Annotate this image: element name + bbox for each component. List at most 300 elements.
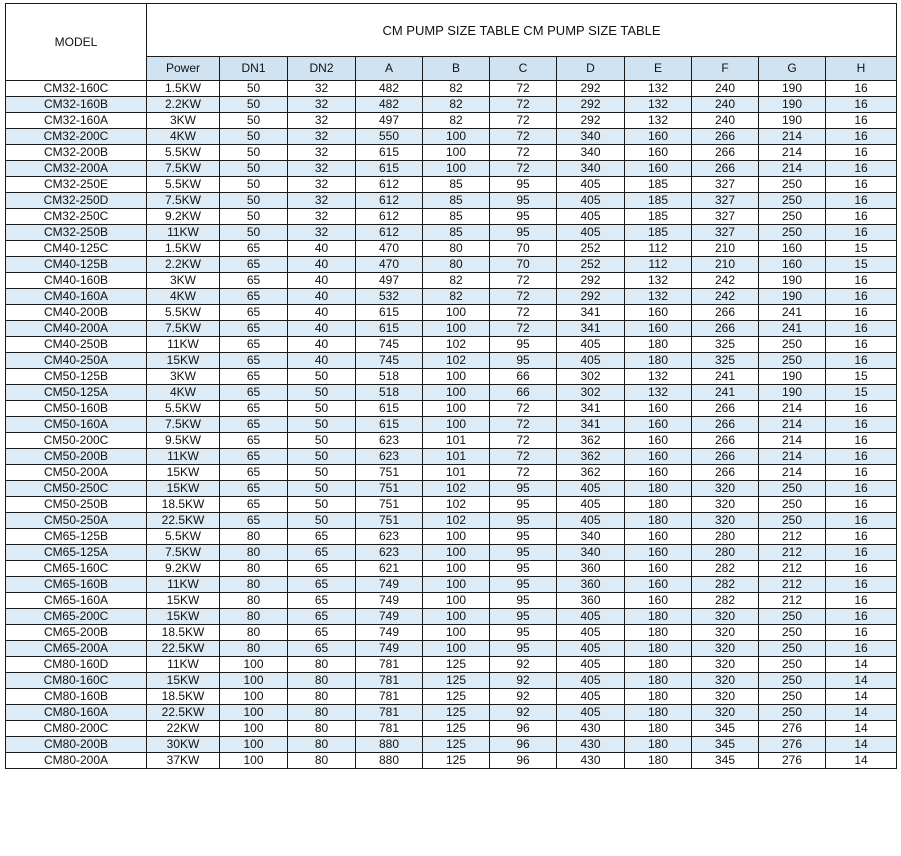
value-cell-power: 7.5KW <box>147 321 220 337</box>
value-cell-d: 302 <box>557 369 625 385</box>
value-cell-e: 160 <box>625 577 692 593</box>
value-cell-e: 112 <box>625 257 692 273</box>
value-cell-f: 282 <box>692 561 759 577</box>
value-cell-b: 102 <box>423 481 490 497</box>
value-cell-a: 482 <box>356 81 423 97</box>
model-cell: CM80-200A <box>6 753 147 769</box>
model-cell: CM40-160B <box>6 273 147 289</box>
model-cell: CM32-200B <box>6 145 147 161</box>
value-cell-c: 95 <box>490 545 557 561</box>
value-cell-d: 405 <box>557 481 625 497</box>
value-cell-h: 16 <box>826 273 897 289</box>
value-cell-g: 160 <box>759 257 826 273</box>
value-cell-dn2: 32 <box>288 177 356 193</box>
value-cell-a: 615 <box>356 321 423 337</box>
value-cell-dn1: 65 <box>220 513 288 529</box>
value-cell-f: 210 <box>692 257 759 273</box>
value-cell-dn1: 80 <box>220 593 288 609</box>
value-cell-f: 320 <box>692 481 759 497</box>
value-cell-b: 100 <box>423 641 490 657</box>
value-cell-a: 745 <box>356 337 423 353</box>
value-cell-dn1: 100 <box>220 737 288 753</box>
value-cell-dn1: 80 <box>220 625 288 641</box>
value-cell-g: 214 <box>759 433 826 449</box>
value-cell-e: 180 <box>625 481 692 497</box>
value-cell-d: 341 <box>557 401 625 417</box>
value-cell-a: 781 <box>356 673 423 689</box>
value-cell-f: 345 <box>692 737 759 753</box>
value-cell-e: 132 <box>625 289 692 305</box>
model-cell: CM80-160A <box>6 705 147 721</box>
value-cell-h: 16 <box>826 465 897 481</box>
value-cell-c: 72 <box>490 273 557 289</box>
value-cell-h: 16 <box>826 321 897 337</box>
table-row <box>6 417 897 433</box>
value-cell-f: 345 <box>692 721 759 737</box>
value-cell-power: 9.2KW <box>147 209 220 225</box>
value-cell-b: 100 <box>423 625 490 641</box>
value-cell-h: 16 <box>826 449 897 465</box>
value-cell-dn2: 80 <box>288 657 356 673</box>
value-cell-c: 72 <box>490 305 557 321</box>
table-row <box>6 657 897 673</box>
value-cell-a: 781 <box>356 705 423 721</box>
value-cell-h: 14 <box>826 753 897 769</box>
value-cell-h: 14 <box>826 689 897 705</box>
value-cell-dn1: 65 <box>220 321 288 337</box>
value-cell-g: 190 <box>759 273 826 289</box>
column-header-b: B <box>423 57 490 81</box>
value-cell-c: 72 <box>490 129 557 145</box>
value-cell-b: 100 <box>423 417 490 433</box>
value-cell-c: 95 <box>490 337 557 353</box>
value-cell-dn2: 40 <box>288 321 356 337</box>
value-cell-power: 5.5KW <box>147 305 220 321</box>
value-cell-b: 125 <box>423 657 490 673</box>
value-cell-g: 190 <box>759 369 826 385</box>
value-cell-c: 92 <box>490 705 557 721</box>
value-cell-dn2: 50 <box>288 449 356 465</box>
value-cell-a: 518 <box>356 385 423 401</box>
value-cell-a: 745 <box>356 353 423 369</box>
value-cell-h: 16 <box>826 577 897 593</box>
model-cell: CM32-160B <box>6 97 147 113</box>
value-cell-a: 749 <box>356 577 423 593</box>
value-cell-f: 320 <box>692 657 759 673</box>
value-cell-c: 72 <box>490 401 557 417</box>
value-cell-e: 160 <box>625 417 692 433</box>
value-cell-b: 80 <box>423 241 490 257</box>
value-cell-h: 16 <box>826 625 897 641</box>
value-cell-dn2: 32 <box>288 193 356 209</box>
value-cell-h: 16 <box>826 497 897 513</box>
column-header-dn2: DN2 <box>288 57 356 81</box>
value-cell-e: 180 <box>625 337 692 353</box>
model-cell: CM80-160C <box>6 673 147 689</box>
column-header-h: H <box>826 57 897 81</box>
value-cell-dn1: 50 <box>220 81 288 97</box>
value-cell-a: 623 <box>356 529 423 545</box>
value-cell-b: 85 <box>423 209 490 225</box>
value-cell-dn1: 80 <box>220 577 288 593</box>
model-cell: CM40-160A <box>6 289 147 305</box>
column-header-g: G <box>759 57 826 81</box>
value-cell-b: 85 <box>423 193 490 209</box>
model-cell: CM80-160B <box>6 689 147 705</box>
value-cell-dn1: 80 <box>220 561 288 577</box>
value-cell-f: 266 <box>692 321 759 337</box>
value-cell-g: 250 <box>759 177 826 193</box>
value-cell-power: 37KW <box>147 753 220 769</box>
model-cell: CM65-200A <box>6 641 147 657</box>
value-cell-c: 72 <box>490 465 557 481</box>
value-cell-d: 430 <box>557 753 625 769</box>
value-cell-e: 185 <box>625 193 692 209</box>
value-cell-e: 180 <box>625 353 692 369</box>
value-cell-dn2: 50 <box>288 465 356 481</box>
value-cell-f: 327 <box>692 225 759 241</box>
model-cell: CM80-160D <box>6 657 147 673</box>
value-cell-e: 180 <box>625 513 692 529</box>
value-cell-dn1: 65 <box>220 433 288 449</box>
model-cell: CM50-160B <box>6 401 147 417</box>
value-cell-dn2: 65 <box>288 577 356 593</box>
value-cell-f: 242 <box>692 273 759 289</box>
value-cell-h: 16 <box>826 225 897 241</box>
value-cell-g: 250 <box>759 209 826 225</box>
value-cell-dn1: 50 <box>220 177 288 193</box>
value-cell-a: 612 <box>356 177 423 193</box>
value-cell-b: 82 <box>423 81 490 97</box>
value-cell-f: 320 <box>692 705 759 721</box>
table-row <box>6 145 897 161</box>
value-cell-dn2: 50 <box>288 417 356 433</box>
value-cell-dn1: 65 <box>220 257 288 273</box>
value-cell-power: 2.2KW <box>147 257 220 273</box>
value-cell-a: 781 <box>356 657 423 673</box>
value-cell-dn2: 80 <box>288 721 356 737</box>
model-cell: CM65-160A <box>6 593 147 609</box>
value-cell-e: 180 <box>625 609 692 625</box>
value-cell-dn1: 50 <box>220 129 288 145</box>
model-cell: CM40-200A <box>6 321 147 337</box>
table-title: CM PUMP SIZE TABLE CM PUMP SIZE TABLE <box>147 4 897 57</box>
value-cell-e: 160 <box>625 433 692 449</box>
value-cell-g: 212 <box>759 577 826 593</box>
model-cell: CM65-200B <box>6 625 147 641</box>
value-cell-g: 250 <box>759 673 826 689</box>
table-row <box>6 305 897 321</box>
value-cell-g: 212 <box>759 561 826 577</box>
table-row <box>6 353 897 369</box>
value-cell-g: 250 <box>759 609 826 625</box>
value-cell-dn2: 32 <box>288 161 356 177</box>
value-cell-e: 132 <box>625 81 692 97</box>
model-cell: CM65-160C <box>6 561 147 577</box>
value-cell-e: 132 <box>625 385 692 401</box>
value-cell-power: 7.5KW <box>147 417 220 433</box>
value-cell-b: 100 <box>423 129 490 145</box>
model-cell: CM50-250A <box>6 513 147 529</box>
value-cell-f: 280 <box>692 545 759 561</box>
value-cell-c: 66 <box>490 385 557 401</box>
model-cell: CM50-200C <box>6 433 147 449</box>
value-cell-dn2: 80 <box>288 689 356 705</box>
value-cell-d: 360 <box>557 561 625 577</box>
value-cell-b: 80 <box>423 257 490 273</box>
table-row <box>6 209 897 225</box>
value-cell-f: 210 <box>692 241 759 257</box>
value-cell-d: 405 <box>557 625 625 641</box>
value-cell-g: 190 <box>759 81 826 97</box>
value-cell-c: 95 <box>490 193 557 209</box>
value-cell-d: 405 <box>557 225 625 241</box>
value-cell-f: 266 <box>692 433 759 449</box>
table-row <box>6 337 897 353</box>
value-cell-b: 100 <box>423 561 490 577</box>
value-cell-f: 327 <box>692 177 759 193</box>
value-cell-dn1: 50 <box>220 225 288 241</box>
value-cell-g: 250 <box>759 193 826 209</box>
value-cell-c: 96 <box>490 753 557 769</box>
value-cell-f: 242 <box>692 289 759 305</box>
value-cell-e: 160 <box>625 145 692 161</box>
value-cell-dn1: 65 <box>220 289 288 305</box>
value-cell-h: 16 <box>826 193 897 209</box>
value-cell-b: 100 <box>423 321 490 337</box>
value-cell-power: 4KW <box>147 289 220 305</box>
value-cell-g: 160 <box>759 241 826 257</box>
value-cell-f: 320 <box>692 689 759 705</box>
value-cell-a: 612 <box>356 209 423 225</box>
value-cell-dn2: 50 <box>288 513 356 529</box>
value-cell-f: 327 <box>692 193 759 209</box>
value-cell-power: 5.5KW <box>147 401 220 417</box>
value-cell-b: 100 <box>423 593 490 609</box>
value-cell-a: 470 <box>356 257 423 273</box>
value-cell-d: 360 <box>557 593 625 609</box>
value-cell-b: 101 <box>423 433 490 449</box>
value-cell-h: 16 <box>826 561 897 577</box>
value-cell-a: 749 <box>356 641 423 657</box>
value-cell-b: 125 <box>423 753 490 769</box>
value-cell-dn1: 50 <box>220 193 288 209</box>
model-cell: CM80-200C <box>6 721 147 737</box>
table-row <box>6 81 897 97</box>
column-header-dn1: DN1 <box>220 57 288 81</box>
model-cell: CM40-125C <box>6 241 147 257</box>
value-cell-g: 214 <box>759 465 826 481</box>
value-cell-f: 266 <box>692 401 759 417</box>
value-cell-f: 325 <box>692 337 759 353</box>
table-row <box>6 257 897 273</box>
value-cell-b: 125 <box>423 737 490 753</box>
table-row <box>6 737 897 753</box>
value-cell-b: 125 <box>423 673 490 689</box>
value-cell-g: 212 <box>759 593 826 609</box>
value-cell-g: 241 <box>759 305 826 321</box>
value-cell-f: 266 <box>692 161 759 177</box>
table-row <box>6 433 897 449</box>
value-cell-dn2: 50 <box>288 385 356 401</box>
value-cell-a: 751 <box>356 465 423 481</box>
value-cell-power: 15KW <box>147 609 220 625</box>
value-cell-dn2: 80 <box>288 753 356 769</box>
value-cell-f: 240 <box>692 97 759 113</box>
value-cell-power: 4KW <box>147 129 220 145</box>
value-cell-d: 302 <box>557 385 625 401</box>
value-cell-dn1: 65 <box>220 369 288 385</box>
value-cell-e: 180 <box>625 657 692 673</box>
value-cell-g: 250 <box>759 641 826 657</box>
value-cell-dn2: 40 <box>288 241 356 257</box>
value-cell-a: 751 <box>356 513 423 529</box>
value-cell-dn2: 32 <box>288 129 356 145</box>
model-column-header: MODEL <box>6 4 147 81</box>
value-cell-c: 72 <box>490 433 557 449</box>
value-cell-g: 212 <box>759 529 826 545</box>
value-cell-h: 16 <box>826 161 897 177</box>
value-cell-e: 160 <box>625 129 692 145</box>
value-cell-e: 160 <box>625 561 692 577</box>
value-cell-dn1: 80 <box>220 529 288 545</box>
value-cell-f: 327 <box>692 209 759 225</box>
value-cell-dn2: 40 <box>288 257 356 273</box>
value-cell-e: 180 <box>625 625 692 641</box>
value-cell-h: 14 <box>826 657 897 673</box>
value-cell-b: 100 <box>423 545 490 561</box>
value-cell-f: 320 <box>692 625 759 641</box>
value-cell-d: 252 <box>557 241 625 257</box>
value-cell-a: 781 <box>356 721 423 737</box>
table-row <box>6 177 897 193</box>
value-cell-c: 95 <box>490 529 557 545</box>
column-header-e: E <box>625 57 692 81</box>
value-cell-dn1: 65 <box>220 353 288 369</box>
value-cell-power: 11KW <box>147 337 220 353</box>
value-cell-e: 132 <box>625 273 692 289</box>
value-cell-g: 250 <box>759 625 826 641</box>
table-row <box>6 753 897 769</box>
model-cell: CM65-125A <box>6 545 147 561</box>
value-cell-power: 11KW <box>147 577 220 593</box>
value-cell-dn2: 80 <box>288 705 356 721</box>
value-cell-c: 72 <box>490 81 557 97</box>
value-cell-d: 362 <box>557 449 625 465</box>
value-cell-dn2: 65 <box>288 609 356 625</box>
value-cell-b: 100 <box>423 609 490 625</box>
value-cell-f: 325 <box>692 353 759 369</box>
model-cell: CM50-250B <box>6 497 147 513</box>
value-cell-power: 18.5KW <box>147 689 220 705</box>
value-cell-e: 160 <box>625 593 692 609</box>
model-cell: CM40-250B <box>6 337 147 353</box>
value-cell-f: 241 <box>692 369 759 385</box>
value-cell-e: 160 <box>625 465 692 481</box>
table-row <box>6 609 897 625</box>
value-cell-d: 292 <box>557 289 625 305</box>
value-cell-h: 16 <box>826 641 897 657</box>
value-cell-power: 15KW <box>147 353 220 369</box>
table-row <box>6 385 897 401</box>
value-cell-d: 430 <box>557 721 625 737</box>
model-cell: CM32-200A <box>6 161 147 177</box>
value-cell-c: 95 <box>490 609 557 625</box>
value-cell-e: 180 <box>625 721 692 737</box>
value-cell-c: 72 <box>490 113 557 129</box>
value-cell-dn2: 50 <box>288 369 356 385</box>
value-cell-e: 160 <box>625 321 692 337</box>
value-cell-a: 470 <box>356 241 423 257</box>
model-cell: CM50-125B <box>6 369 147 385</box>
value-cell-b: 100 <box>423 161 490 177</box>
value-cell-h: 16 <box>826 433 897 449</box>
value-cell-a: 880 <box>356 737 423 753</box>
value-cell-a: 880 <box>356 753 423 769</box>
value-cell-h: 14 <box>826 673 897 689</box>
pump-size-table <box>5 3 897 769</box>
value-cell-dn1: 100 <box>220 753 288 769</box>
value-cell-a: 497 <box>356 273 423 289</box>
value-cell-power: 5.5KW <box>147 529 220 545</box>
table-row <box>6 193 897 209</box>
value-cell-h: 15 <box>826 241 897 257</box>
value-cell-g: 241 <box>759 321 826 337</box>
value-cell-dn1: 100 <box>220 673 288 689</box>
value-cell-g: 250 <box>759 353 826 369</box>
value-cell-f: 266 <box>692 449 759 465</box>
value-cell-dn1: 50 <box>220 161 288 177</box>
value-cell-h: 16 <box>826 81 897 97</box>
value-cell-f: 320 <box>692 641 759 657</box>
value-cell-g: 276 <box>759 753 826 769</box>
value-cell-power: 3KW <box>147 369 220 385</box>
value-cell-a: 623 <box>356 449 423 465</box>
value-cell-c: 72 <box>490 289 557 305</box>
value-cell-f: 266 <box>692 129 759 145</box>
value-cell-b: 100 <box>423 305 490 321</box>
value-cell-h: 14 <box>826 705 897 721</box>
value-cell-h: 16 <box>826 305 897 321</box>
value-cell-power: 11KW <box>147 449 220 465</box>
value-cell-f: 320 <box>692 609 759 625</box>
value-cell-f: 266 <box>692 305 759 321</box>
value-cell-g: 250 <box>759 705 826 721</box>
pump-size-table-container <box>5 3 897 769</box>
value-cell-b: 102 <box>423 497 490 513</box>
value-cell-d: 405 <box>557 689 625 705</box>
value-cell-d: 405 <box>557 497 625 513</box>
value-cell-g: 214 <box>759 145 826 161</box>
value-cell-dn2: 65 <box>288 545 356 561</box>
value-cell-d: 292 <box>557 81 625 97</box>
model-cell: CM32-160A <box>6 113 147 129</box>
value-cell-dn2: 32 <box>288 81 356 97</box>
value-cell-f: 266 <box>692 145 759 161</box>
table-row <box>6 513 897 529</box>
table-row <box>6 593 897 609</box>
value-cell-power: 3KW <box>147 273 220 289</box>
value-cell-g: 214 <box>759 161 826 177</box>
value-cell-c: 95 <box>490 177 557 193</box>
value-cell-b: 102 <box>423 353 490 369</box>
value-cell-g: 276 <box>759 721 826 737</box>
value-cell-dn1: 80 <box>220 545 288 561</box>
value-cell-dn2: 65 <box>288 593 356 609</box>
value-cell-power: 7.5KW <box>147 161 220 177</box>
value-cell-c: 72 <box>490 417 557 433</box>
value-cell-h: 16 <box>826 145 897 161</box>
